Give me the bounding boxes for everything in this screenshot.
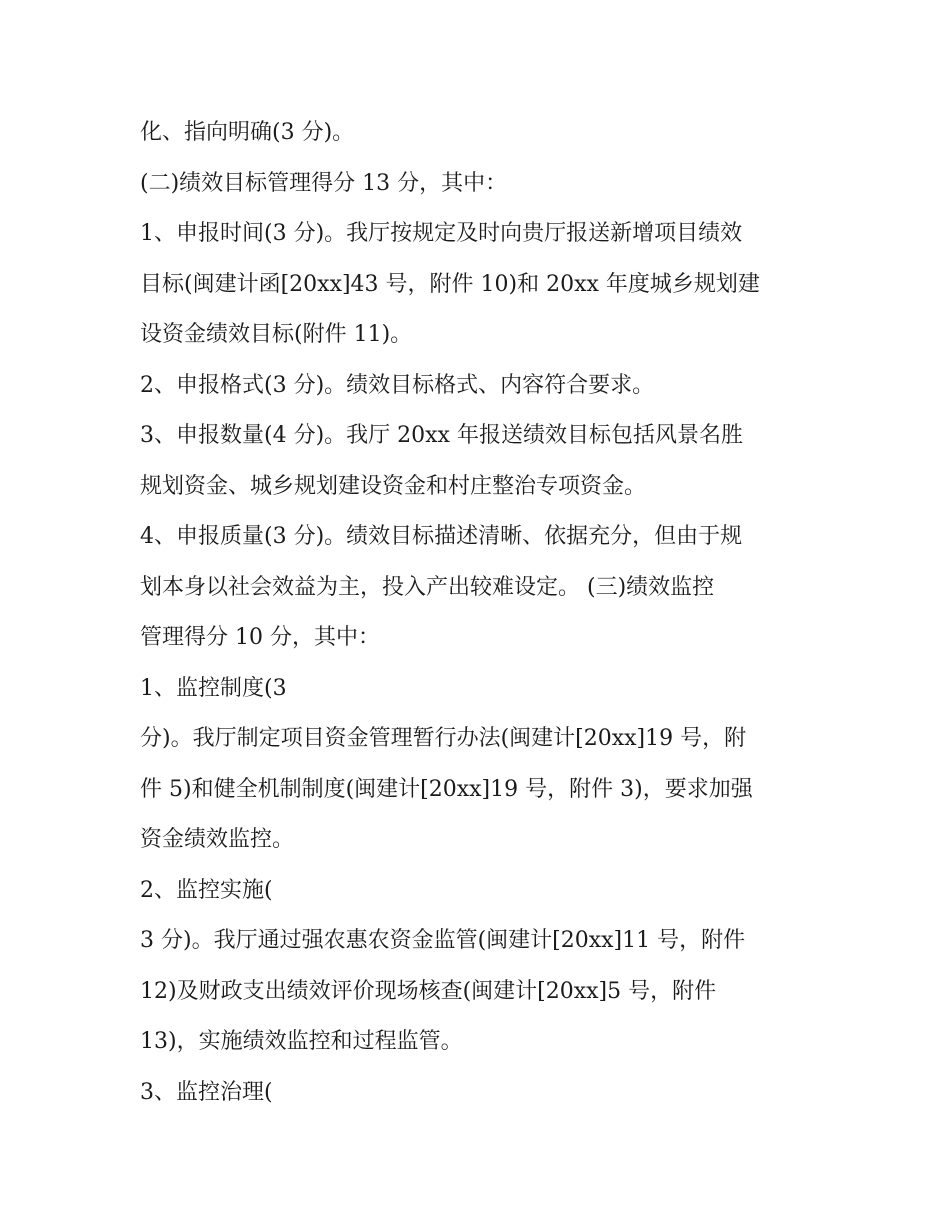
document-body [140, 108, 830, 1118]
text-line: 规划资金、城乡规划建设资金和村庄整治专项资金。 [140, 473, 647, 499]
text-line: 化、指向明确(3 分)。 [140, 120, 355, 145]
text-line: 1、申报时间(3 分)。我厅按规定及时向贵厅报送新增项目绩效 [140, 221, 743, 246]
text-line: 12)及财政支出绩效评价现场核查(闽建计[20xx]5 号，附件 [140, 978, 717, 1004]
text-line: 4、申报质量(3 分)。绩效目标描述清晰、依据充分，但由于规 [140, 524, 743, 549]
text-line: 13)，实施绩效监控和过程监管。 [140, 1029, 463, 1054]
text-line: 3、申报数量(4 分)。我厅 20xx 年报送绩效目标包括风景名胜 [140, 423, 743, 448]
text-line: 管理得分 10 分，其中： [140, 625, 380, 650]
text-line: 划本身以社会效益为主，投入产出较难设定。 (三)绩效监控 [140, 574, 715, 600]
section-heading-line: (二)绩效目标管理得分 13 分，其中： [140, 170, 508, 196]
text-line: 目标(闽建计函[20xx]43 号，附件 10)和 20xx 年度城乡规划建 [140, 271, 760, 297]
text-line: 资金绩效监控。 [140, 827, 295, 852]
text-line: 3、监控治理( [140, 1079, 273, 1105]
text-line: 1、监控制度(3 [140, 675, 287, 701]
text-line: 3 分)。我厅通过强农惠农资金监管(闽建计[20xx]11 号，附件 [140, 928, 746, 953]
text-line: 2、申报格式(3 分)。绩效目标格式、内容符合要求。 [140, 372, 655, 398]
text-line: 分)。我厅制定项目资金管理暂行办法(闽建计[20xx]19 号，附 [140, 726, 747, 751]
text-line: 2、监控实施( [140, 877, 273, 903]
text-line: 设资金绩效目标(附件 11)。 [140, 322, 413, 347]
text-line: 件 5)和健全机制制度(闽建计[20xx]19 号，附件 3)，要求加强 [140, 776, 753, 802]
